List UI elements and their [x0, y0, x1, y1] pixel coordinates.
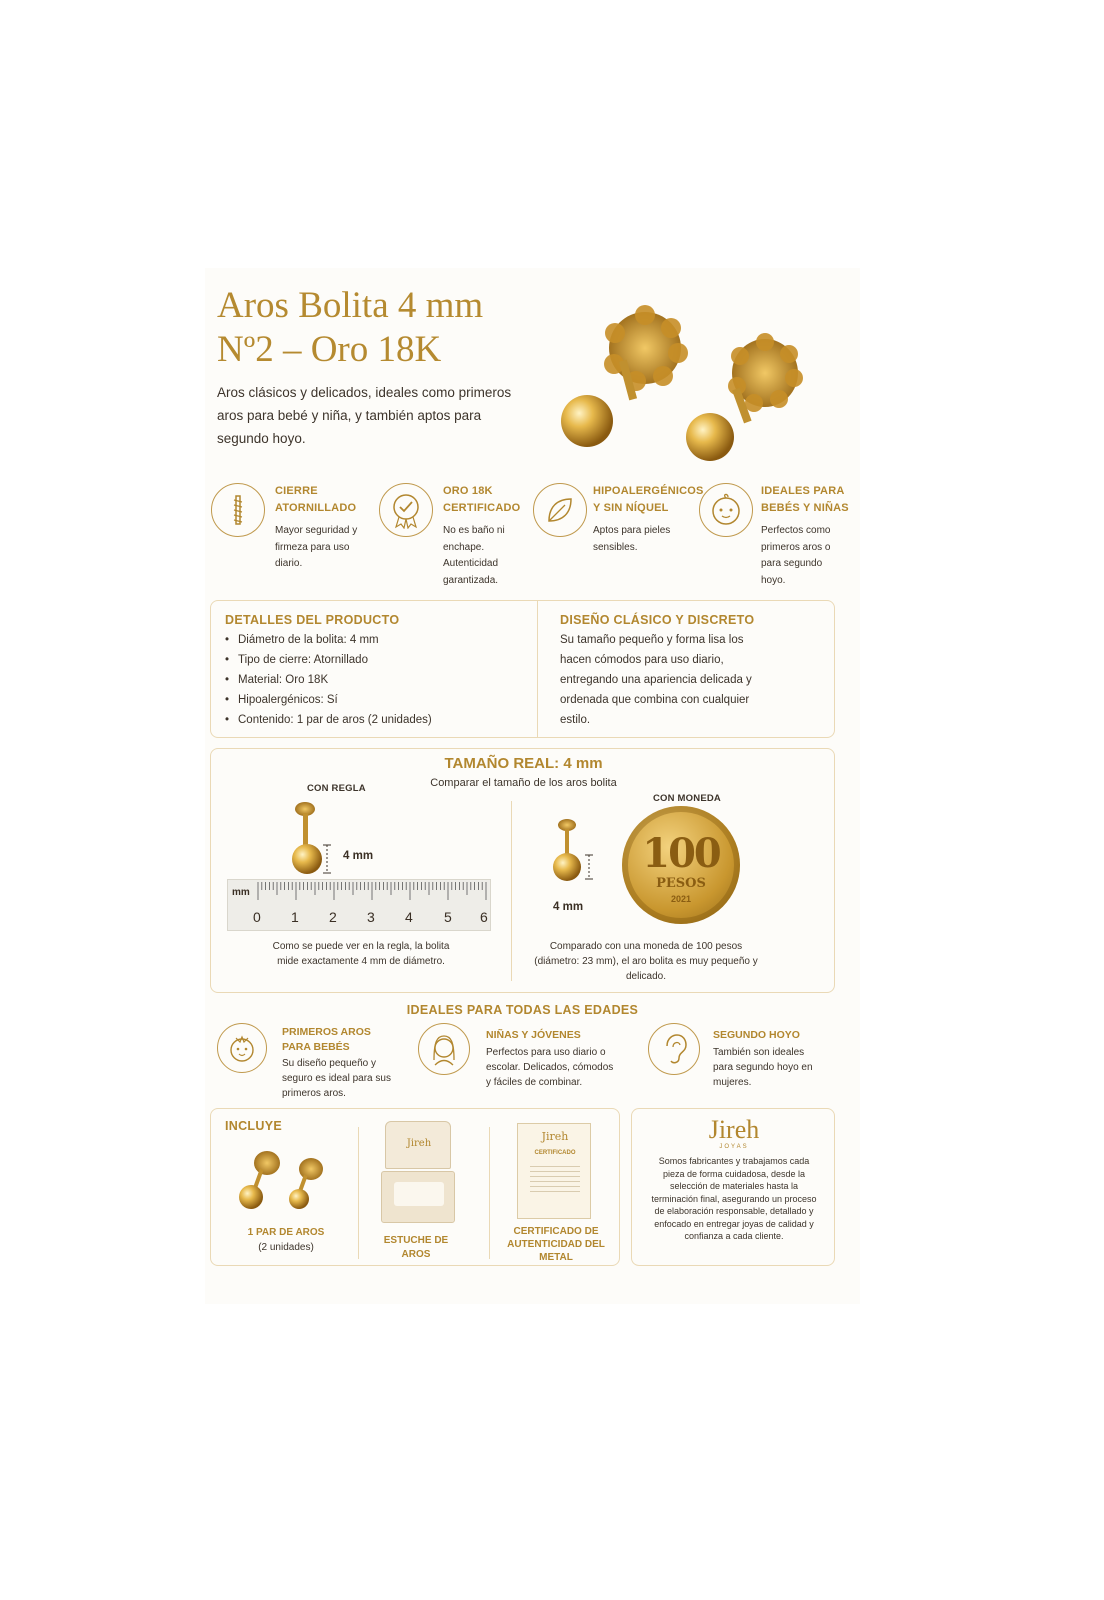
page-title: Aros Bolita 4 mm Nº2 – Oro 18K [217, 285, 484, 370]
box-lid: Jireh [385, 1121, 451, 1169]
coin-value: 100 [642, 830, 720, 877]
certificate-image: Jireh CERTIFICADO [517, 1123, 591, 1219]
coin-caption: Comparado con una moneda de 100 pesos (diámetro: 23 mm), el aro bolita es muy pequeño y delicado. [534, 941, 758, 982]
earrings-hero-image [550, 288, 820, 463]
baby-face-icon [699, 483, 753, 537]
box-cushion [394, 1182, 444, 1206]
ruler-label: CON REGLA [307, 783, 366, 794]
jewelry-box-image [381, 1121, 455, 1223]
screw-icon [211, 483, 265, 537]
brand-box [631, 1108, 835, 1266]
list-item: • Contenido: 1 par de aros (2 unidades) [225, 710, 525, 730]
size-box [210, 748, 835, 993]
ruler-caption: Como se puede ver en la regla, la bolita mide exactamente 4 mm de diámetro. [272, 941, 450, 967]
intro-text: Aros clásicos y delicados, ideales como primeros aros para bebé y niña, y también aptos para segundo hoyo. [217, 385, 512, 446]
ruler-number: 2 [329, 909, 337, 925]
includes-box [210, 1108, 620, 1266]
details-title: DETALLES DEL PRODUCTO [225, 613, 400, 627]
size-subtitle: Comparar el tamaño de los aros bolita [430, 777, 617, 789]
coin-measure: 4 mm [553, 901, 584, 913]
size-title: TAMAÑO REAL: 4 mm [444, 755, 603, 772]
certificate-label: CERTIFICADO DE AUTENTICIDAD DEL METAL [507, 1226, 605, 1263]
brand-logo: Jireh [708, 1115, 760, 1144]
ear-icon [648, 1023, 700, 1075]
baby-icon [217, 1023, 267, 1073]
list-item: • Material: Oro 18K [225, 670, 525, 690]
leaf-icon [533, 483, 587, 537]
box-label: ESTUCHE DE AROS [383, 1235, 449, 1260]
ruler-measure: 4 mm [343, 850, 374, 862]
ruler-unit: mm [232, 887, 250, 898]
coin-label: CON MONEDA [653, 793, 721, 804]
pair-label: 1 PAR DE AROS [247, 1227, 325, 1238]
brand-tag: JOYAS [719, 1144, 749, 1150]
design-text: Su tamaño pequeño y forma lisa los hacen cómodos para uso diario, entregando una apariencia delicada y ordenada que combina con cualquier estilo. [560, 634, 752, 726]
list-item: • Diámetro de la bolita: 4 mm [225, 630, 525, 650]
coin-text: PESOS [656, 876, 706, 891]
features-row: CIERRE ATORNILLADO Mayor seguridad y firmeza para uso diario. ORO 18K CERTIFICADO No es baño ni enchape. Autenticidad garantizada. HIPOALERGÉNICOS Y SIN NÍQUEL Aptos para pieles sensibles. IDEALES PARA BEBÉS Y NIÑAS Perfectos como primeros aros o para segundo hoyo. [211, 483, 851, 593]
ages-title: IDEALES PARA TODAS LAS EDADES [406, 1003, 639, 1017]
coin-year: 2021 [670, 894, 692, 904]
details-box [210, 600, 835, 738]
ruler-number: 4 [405, 909, 413, 925]
coin-image [622, 806, 740, 924]
brand-text: Somos fabricantes y trabajamos cada pieza de forma cuidadosa, desde la selección de materiales hasta la terminación final, asegurando un proceso de elaboración responsable, detallado y enfocado en entregar joyas de calidad y confianza a cada cliente. [651, 1156, 817, 1241]
includes-title: INCLUYE [225, 1119, 282, 1133]
certified-badge-icon [379, 483, 433, 537]
divider [537, 601, 538, 738]
earring-small-image [547, 817, 607, 897]
ruler-number: 0 [253, 909, 261, 925]
divider [358, 1127, 359, 1259]
ruler-number: 5 [444, 909, 452, 925]
divider [511, 801, 512, 981]
details-list [225, 630, 525, 730]
pair-sub: (2 unidades) [258, 1242, 314, 1253]
box-base [381, 1171, 455, 1223]
earring-side-image [283, 801, 383, 881]
ruler-image [227, 879, 491, 931]
product-sheet: Aros Bolita 4 mm Nº2 – Oro 18K Aros clásicos y delicados, ideales como primeros aros para bebé y niña, y también aptos para segundo hoyo. CIERRE ATORNILLADO Mayor seguridad y firmeza para uso diario. ORO 18K CERTIFICADO No es baño ni enchape. Autenticidad garantizada. HIPOALERGÉNICOS Y SIN NÍQUEL Aptos para pieles sensibles. IDEALES PARA BEBÉS Y NIÑAS Perfectos como primeros aros o para segundo hoyo. DETALLES DEL PRODUCTO • Diámetro de la bolita: 4 mm • Tipo de cierre: Atornillado • Material: Oro 18K • Hipoalergénicos: Sí • Contenido: 1 par de aros (2 unidades) DISEÑO CLÁSICO Y DISCRETO Su tamaño pequeño y forma lisa los hacen cómodos para uso diario, entregando una apariencia delicada y ordenada que combina con cualquier estilo. TAMAÑO REAL: 4 mm Comparar el tamaño de los aros bolita CON REGLA 4 mm mm 0 1 2 3 4 5 6 Como se puede ver en la regla, la bolita mide exactamente 4 mm de diámetro. CON MONEDA 4 mm 100 PESOS 2021 Comparado con una moneda de 100 pesos (diámetro: 23 mm), el aro bolita es muy pequeño y delicado. IDEALES PARA TODAS LAS EDADES PRIMEROS AROS PARA BEBÉS Su diseño pequeño y seguro es ideal para sus primeros aros. NIÑAS Y JÓVENES Perfectos para uso diario o escolar. Delicados, cómodos y fáciles de combinar. SEGUNDO HOYO También son ideales para segundo hoyo en mujeres. INCLUYE 1 PAR DE AROS (2 unidades) Jireh ESTUCHE DE AROS Jireh CERTIFICADO CERTIFICADO DE AUTENTICIDAD DEL METAL Jireh JOYAS Somos fabricantes y trabajamos cada pieza de forma cuidadosa, desde la selección de materiales hasta la terminación final, asegurando un proceso de elaboración responsable, detallado y enfocado en entregar joyas de calidad y confianza a cada cliente. [205, 268, 860, 1304]
ruler-number: 6 [480, 909, 488, 925]
earrings-pair-image [231, 1147, 331, 1217]
list-item: • Tipo de cierre: Atornillado [225, 650, 525, 670]
ruler-numbers [228, 909, 492, 929]
design-title: DISEÑO CLÁSICO Y DISCRETO [560, 613, 755, 627]
certificate-lines [530, 1162, 580, 1192]
list-item: • Hipoalergénicos: Sí [225, 690, 525, 710]
ruler-number: 3 [367, 909, 375, 925]
ruler-number: 1 [291, 909, 299, 925]
girl-icon [418, 1023, 470, 1075]
divider [489, 1127, 490, 1259]
